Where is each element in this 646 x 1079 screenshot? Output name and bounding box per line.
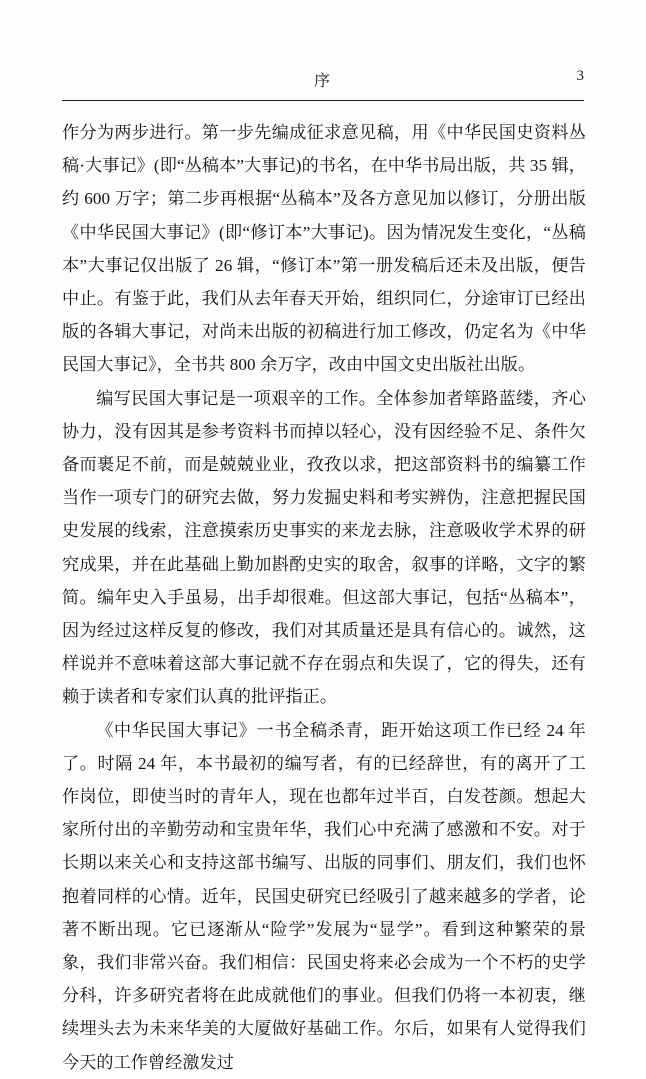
paragraph-1: 作分为两步进行。第一步先编成征求意见稿，用《中华民国史资料丛稿·大事记》(即“丛稿本”大事记)的书名，在中华书局出版，共 35 辑，约 600 万字；第二步再根据“丛稿本”及各方意见加以修订，分册出版《中华民国大事记》(即“修订本”大事记)。因为情况发生变化，“丛稿本”大事记仅出版了 26 辑，“修订本”第一册发稿后还未及出版，便告中止。有鉴于此，我们从去年春天开始，组织同仁，分途审订已经出版的各辑大事记，对尚未出版的初稿进行加工修改，仍定名为《中华民国大事记》，全书共 800 余万字，改由中国文史出版社出版。	[62, 123, 586, 375]
header-divider	[62, 100, 584, 101]
page-header	[62, 68, 584, 96]
body-text	[62, 116, 586, 1079]
header-title: 序	[313, 73, 333, 90]
paragraph-3: 《中华民国大事记》一书全稿杀青，距开始这项工作已经 24 年了。时隔 24 年，本书最初的编写者，有的已经辞世，有的离开了工作岗位，即使当时的青年人，现在也都年过半百，白发苍颜。想起大家所付出的辛勤劳动和宝贵年华，我们心中充满了感激和不安。对于长期以来关心和支持这部书编写、出版的同事们、朋友们，我们也怀抱着同样的心情。近年，民国史研究已经吸引了越来越多的学者，论著不断出现。它已逐渐从“险学”发展为“显学”。看到这种繁荣的景象，我们非常兴奋。我们相信：民国史将来必会成为一个不朽的史学分科，许多研究者将在此成就他们的事业。但我们仍将一本初衷，继续埋头去为未来华美的大厦做好基础工作。尔后，如果有人觉得我们今天的工作曾经激发过	[62, 720, 586, 1072]
page-number: 3	[576, 68, 584, 84]
paragraph-2: 编写民国大事记是一项艰辛的工作。全体参加者筚路蓝缕，齐心协力，没有因其是参考资料书而掉以轻心，没有因经验不足、条件欠备而裹足不前，而是兢兢业业，孜孜以求，把这部资料书的编纂工作当作一项专门的研究去做，努力发掘史料和考实辨伪，注意把握民国史发展的线索，注意摸索历史事实的来龙去脉，注意吸收学术界的研究成果，并在此基础上勤加斟酌史实的取舍，叙事的详略，文字的繁简。编年史入手虽易，出手却很难。但这部大事记，包括“丛稿本”，因为经过这样反复的修改，我们对其质量还是具有信心的。诚然，这样说并不意味着这部大事记就不存在弱点和失误了，它的得失，还有赖于读者和专家们认真的批评指正。	[62, 388, 586, 707]
